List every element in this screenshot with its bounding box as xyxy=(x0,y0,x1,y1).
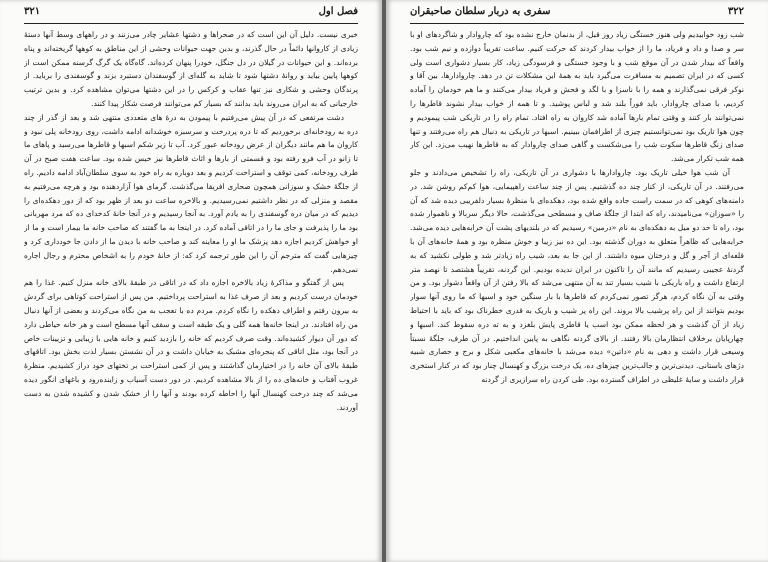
left-paragraph-3: پس از گفتگو و مذاکرهٔ زیاد بالاخره اجازه داد که در اتاقی در طبقهٔ بالای خانه منزل کنیم. غذا را هم خودمان درست کردیم و بعد از صرف غذا به استراحت پرداختیم. من پس از استراحت کوتاهی برای گردش به بیرون رفتم و اطراف دهکده را نگاه کردم. مردم ده با تعجب به من نگاه می‌کردند و بعضی از آنها دنبال من راه افتادند. در اینجا خانه‌ها همه گلی و یک طبقه است و سقف آنها مسطح است و هر خانه حیاطی دارد که دور آن دیوار کشیده‌اند. وقت صرف کردیم که خانه را بازدید کنیم و خانه هایی با زیبایی و تزیینات خاص در آنجا بود، مثل اتاقی که پنجره‌ای مشبک به خیابان داشت و در آن نشستن بسیار لذت بخش بود. اتاقهای طبقهٔ بالای آن خانه را در اختیارمان گذاشتند و پس از کمی استراحت بر تختهای خود دراز کشیدیم. منظرهٔ غروب آفتاب و خانه‌های ده را از بالا مشاهده کردیم. در دور دست آسیاب و زاینده‌رود و باغهای انگور دیده می‌شد که چند درخت کهنسال آنها را احاطه کرده بودند و آنها را از خشک شدن و کشیده شدن به دست آوردند. xyxy=(24,278,358,412)
left-header-rule xyxy=(24,23,358,24)
left-paragraph-2: دشت مرتفعی که در آن پیش می‌رفتیم با پیمودن به درهٔ های متعددی منتهی شد و بعد از گذر از چند دره به رودخانه‌ای برخوردیم که تا دره پردرخت و سرسبزه خوشدانه ادامه داشت، روی رودخانه پلی نبود و کاروان ما هم مانند دیگران از عرض رودخانه عبور کرد. آب تا زیر شکم اسبها و قاطرها می‌رسید و پاهای ما تا زانو در آب فرو رفته بود و قسمتی از بارها و اثاث قاطرها نیز خیس شده بود. ساعت هفت صبح در آن طرف رودخانه، کمی توقف و استراحت کردیم و بعد دوباره به راه خود به سوی سلطان‌آباد ادامه دادیم. راه از جلگهٔ خشک و سوزانی همچون صحاری افریقا می‌گذشت. گرمای هوا آزاردهنده بود و هرچه می‌رفتیم به مقصد و منزلی که در نظر داشتیم نمی‌رسیدیم. و بالاخره ساعت دو بعد از ظهر بود که از دور دهکده‌ای را دیدیم که در میان دره گوسفندی را به یادم آورد. به آنجا رسیدیم و در آنجا خانهٔ کدخدای ده که مرد مهربانی بود ما را پذیرفت و جای ما را در اتاقی آماده کرد. در اینجا به ما گفتند که صاحب خانه ما بیمار است و ما از او خواهش کردیم اجازه دهد پزشک ما او را معاینه کند و صاحب خانه با دیدن ما از دادن جا خودداری کرد و چیزهایی گفت که مترجم آن را این طور ترجمه کرد که: از خانهٔ خودم را به اشخاص محترم و رجال اجاره نمی‌دهم. xyxy=(24,112,358,274)
right-running-title: سفری به دربار سلطان صاحبقران xyxy=(410,6,551,17)
right-page xyxy=(386,0,768,562)
right-paragraph-2: آن شب هوا خیلی تاریک بود. چاروادارها با دشواری در آن تاریکی، راه را تشخیص می‌دادند و جلو می‌رفتند. در آن تاریکی، از کنار چند ده گذشتیم. پس از چند ساعت راهپیمایی، هوا کم‌کم روشن شد. در دامنه‌های کوهی که در سمت راست جاده واقع شده بود، دهکده‌ای با منظرهٔ بسیار دلفریبی دیده شد که آن را «سوزان» می‌نامیدند، راه که ابتدا از جلگهٔ صاف و مسطحی می‌گذشت، حالا دیگر سربالا و ناهموار شده بود، راه تا حد دو میل به دهکده‌ای به نام «درمین» رسیدیم که در بلندیهای پشت آن خرابه‌هایی دیده می‌شد. خرابه‌هایی که ظاهراً متعلق به دوران گذشته بود. این ده نیز زیبا و خوش منظره بود و همهٔ خانه‌های آن با قلعه‌ای از آجر و گل و درختان میوه داشتند. از این جا به بعد، شیب راه زیادتر شد و طولی نکشید که به گردنهٔ عجیبی رسیدیم که مانند آن را تاکنون در ایران ندیده بودیم. این گردنه، تقریباً هشتصد تا نهصد متر ارتفاع داشت و راه باریکی با شیب بسیار تند به آن منتهی می‌شد که بالا رفتن از آن واقعاً دشوار بود. و من وقتی به آن نگاه کردم، هرگز تصور نمی‌کردم که قاطرها با بار سنگین خود و اسبها که ما روی آنها سوار بودیم بتوانند از این راه پرشیب بالا بروند. این راه پر شیب و باریک به قدری خطرناک بود که باید با احتیاط زیاد از آن گذشت و هر لحظه ممکن بود اسب یا قاطری پایش بلغزد و به ته دره سقوط کند. اسبها و چهارپایان برخلاف انتظارمان بالا رفتند. از بالای گردنه نگاهی به پایین انداختیم. در آن طرف، جلگهٔ نسبتاً وسیعی قرار داشت و دهی به نام «داتین» دیده می‌شد با خانه‌های مکعبی شکل و برج و حصاری شبیه دژهای باستانی. دیدنی‌ترین و جالب‌ترین چیزهای ده، یک درخت بزرگ و کهنسال چنار بود که در کنار استخری قرار داشت و سایهٔ غلیظی در اطراف گسترده بود. طی کردن راه سرازیری از گردنه xyxy=(410,167,744,384)
left-paragraph-1: خبری نیست. دلیل آن این است که در صحراها و دشتها عشایر چادر می‌زنند و در راههای وسط آنها دستهٔ زیادی از کاروانها دائماً در حال گذرند، و بدین جهت حیوانات وحشی از این مناطق به کوهها گریخته‌اند و پناه برده‌اند. و این حیوانات در گیلان در دل جنگل، خودرا پنهان کرده‌اند. گاه‌گاه یک گرگ گرسنه ممکن است از کوهها پایین بیاید و روانهٔ دشتها شود تا شاید به گله‌ای از گوسفندان دستبرد بزند و گوسفندی را برباید. از پرندگان وحشی و شکاری نیز تنها عقاب و کرکس را در این دشتها می‌توان مشاهده کرد. و بدین ترتیب خارجیانی که به ایران می‌روند باید بدانند که بسیار کم می‌توانند فرصت شکار پیدا کنند. xyxy=(24,30,358,108)
right-page-body xyxy=(410,28,744,556)
right-page-number: ۳۲۲ xyxy=(727,6,744,17)
left-page-body xyxy=(24,28,358,556)
left-page xyxy=(0,0,382,562)
left-chapter-title: فصل اول xyxy=(318,6,358,17)
right-header-rule xyxy=(410,23,744,24)
right-page-header xyxy=(410,6,744,22)
right-paragraph-1: شب زود خوابیدیم ولی هنوز خستگی زیاد روز قبل، از بدنمان خارج نشده بود که چاروادار و شاگردهای او با سر و صدا و داد و فریاد، ما را از خواب بیدار کردند که حرکت کنیم. ساعت تقریباً دوازده و نیم شب بود. واقعاً که بیدار شدن در آن موقع شب و با وجود خستگی و فرسودگی زیاد، کار بسیار دشواری است ولی کسی که در ایران تصمیم به مسافرت می‌گیرد باید به همهٔ این مشکلات تن در دهد. چاروادارها، بین آقا و نوکر فرقی نمی‌گذارند و همه را با ناسزا و با لگد و فحش و فریاد بیدار می‌کنند و ما هم خودمان را آماده کردیم، با صدای چاروادار، باید فوراً بلند شد و لباس پوشید. و تا همه از خواب بیدار نشوند قاطرها را نمی‌توانند بار کنند و وقتی تمام بارها آماده شد کاروان به راه افتاد. تمام راه را در تاریکی شب پیمودیم و چون هوا تاریک بود نمی‌توانستیم چیزی از اطرافمان ببینیم. اسبها در تاریکی به دنبال هم راه می‌رفتند و تنها صدای زنگ قاطرها سکوت شب را می‌شکست و گاهی صدای چاروادار که به قاطرها نهیب می‌زد. این کار همه شب تکرار می‌شد. xyxy=(410,30,744,164)
left-page-header xyxy=(24,6,358,22)
left-page-number: ۳۲۱ xyxy=(24,6,41,17)
